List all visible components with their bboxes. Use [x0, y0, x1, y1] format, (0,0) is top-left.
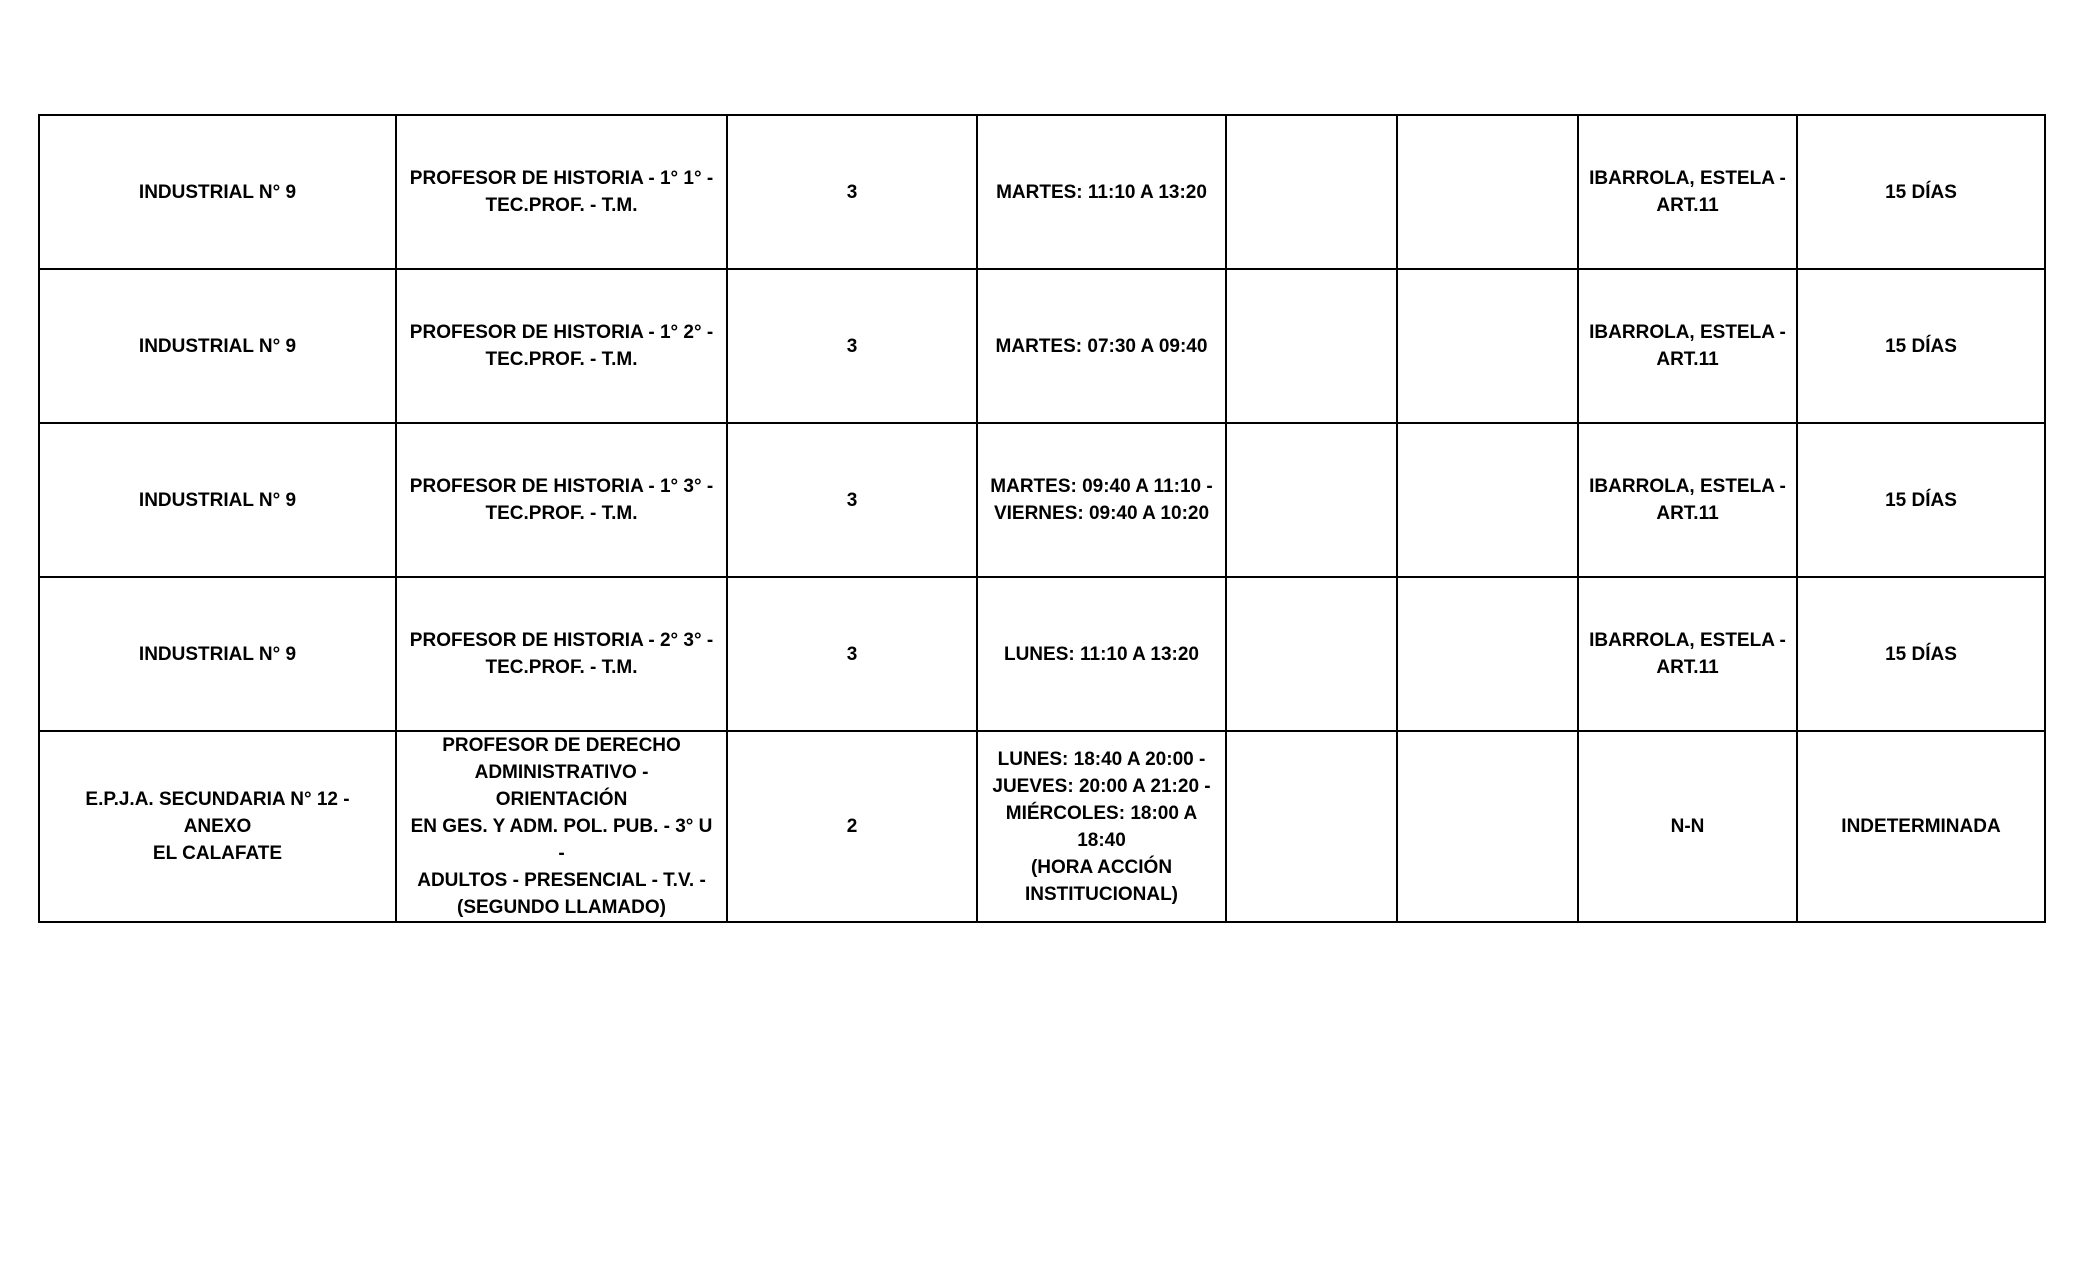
position-cell: PROFESOR DE DERECHO ADMINISTRATIVO - ORIENTACIÓN EN GES. Y ADM. POL. PUB. - 3° U - ADULTOS - PRESENCIAL - T.V. - (SEGUNDO LLAMADO): [396, 731, 727, 922]
empty-cell: [1397, 115, 1578, 269]
duration-cell: INDETERMINADA: [1797, 731, 2045, 922]
school-cell: INDUSTRIAL N° 9: [39, 115, 396, 269]
hours-cell: 3: [727, 577, 977, 731]
empty-cell: [1397, 731, 1578, 922]
table-row: [39, 731, 2045, 922]
duration-cell: 15 DÍAS: [1797, 577, 2045, 731]
hours-cell: 3: [727, 269, 977, 423]
hours-cell: 3: [727, 423, 977, 577]
duration-cell: 15 DÍAS: [1797, 115, 2045, 269]
school-cell: INDUSTRIAL N° 9: [39, 269, 396, 423]
empty-cell: [1226, 731, 1397, 922]
holder-cell: IBARROLA, ESTELA - ART.11: [1578, 269, 1797, 423]
duration-cell: 15 DÍAS: [1797, 423, 2045, 577]
document-page: [38, 114, 2046, 923]
holder-cell: IBARROLA, ESTELA - ART.11: [1578, 423, 1797, 577]
empty-cell: [1226, 577, 1397, 731]
position-cell: PROFESOR DE HISTORIA - 1° 2° - TEC.PROF. - T.M.: [396, 269, 727, 423]
table-row: [39, 115, 2045, 269]
holder-cell: IBARROLA, ESTELA - ART.11: [1578, 577, 1797, 731]
table-row: [39, 577, 2045, 731]
empty-cell: [1226, 269, 1397, 423]
vacancy-table: [38, 114, 2046, 923]
schedule-cell: MARTES: 07:30 A 09:40: [977, 269, 1226, 423]
empty-cell: [1226, 115, 1397, 269]
schedule-cell: LUNES: 18:40 A 20:00 - JUEVES: 20:00 A 21:20 - MIÉRCOLES: 18:00 A 18:40 (HORA ACCIÓN INSTITUCIONAL): [977, 731, 1226, 922]
schedule-cell: MARTES: 09:40 A 11:10 - VIERNES: 09:40 A 10:20: [977, 423, 1226, 577]
position-cell: PROFESOR DE HISTORIA - 1° 3° - TEC.PROF. - T.M.: [396, 423, 727, 577]
position-cell: PROFESOR DE HISTORIA - 2° 3° - TEC.PROF. - T.M.: [396, 577, 727, 731]
holder-cell: N-N: [1578, 731, 1797, 922]
school-cell: INDUSTRIAL N° 9: [39, 577, 396, 731]
schedule-cell: LUNES: 11:10 A 13:20: [977, 577, 1226, 731]
hours-cell: 3: [727, 115, 977, 269]
empty-cell: [1397, 423, 1578, 577]
school-cell: INDUSTRIAL N° 9: [39, 423, 396, 577]
position-cell: PROFESOR DE HISTORIA - 1° 1° - TEC.PROF. - T.M.: [396, 115, 727, 269]
empty-cell: [1397, 577, 1578, 731]
schedule-cell: MARTES: 11:10 A 13:20: [977, 115, 1226, 269]
school-cell: E.P.J.A. SECUNDARIA N° 12 - ANEXO EL CALAFATE: [39, 731, 396, 922]
duration-cell: 15 DÍAS: [1797, 269, 2045, 423]
table-row: [39, 269, 2045, 423]
hours-cell: 2: [727, 731, 977, 922]
empty-cell: [1226, 423, 1397, 577]
holder-cell: IBARROLA, ESTELA - ART.11: [1578, 115, 1797, 269]
table-row: [39, 423, 2045, 577]
empty-cell: [1397, 269, 1578, 423]
